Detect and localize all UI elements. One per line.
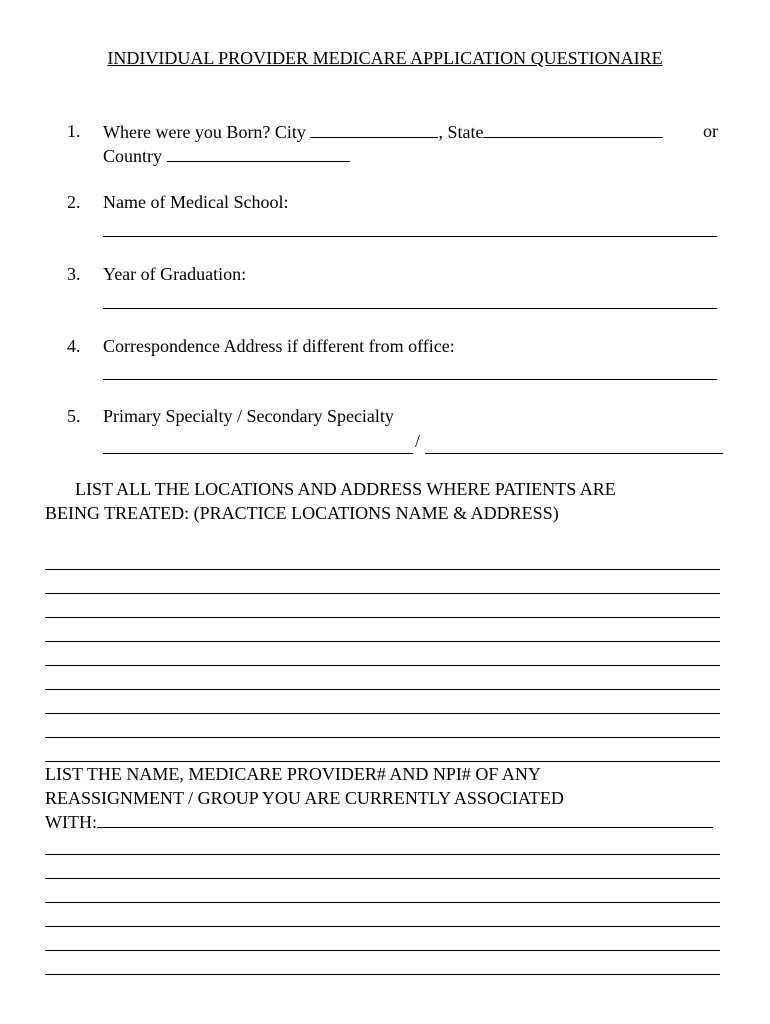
locations-heading: LIST ALL THE LOCATIONS AND ADDRESS WHERE PATIENTS ARE BEING TREATED: (PRACTICE LOCATIONS NAME & ADDRESS) (45, 479, 616, 523)
born-city-field[interactable] (310, 120, 438, 138)
location-line[interactable] (45, 641, 720, 642)
questionnaire-page: INDIVIDUAL PROVIDER MEDICARE APPLICATION QUESTIONAIRE 1. Where were you Born? City , State or Country 2. Name of Medical School: 3. Year of Graduation: 4. Correspondence Address if different from office: 5. Primary Specialty / Secondary Specialty / LIST ALL THE LOCATIONS AND ADDRESS WHERE PATIENTS ARE BEING TREATED: (PRACTICE LOCATIONS NAME & ADDRESS) LIST THE NAME, MEDICARE PROVIDER# AND NPI# OF ANY REASSIGNMENT / GROUP YOU ARE CURRENTLY ASSOCIATED WITH: (0, 0, 770, 1024)
born-country-label: Country (103, 146, 163, 166)
document-title: INDIVIDUAL PROVIDER MEDICARE APPLICATION QUESTIONAIRE (107, 48, 663, 68)
reassignment-line[interactable] (45, 950, 720, 951)
specialty-label: Primary Specialty / Secondary Specialty (103, 406, 394, 426)
correspondence-address-field[interactable] (103, 379, 717, 380)
reassignment-line[interactable] (45, 878, 720, 879)
reassignment-heading: LIST THE NAME, MEDICARE PROVIDER# AND NPI# OF ANY REASSIGNMENT / GROUP YOU ARE CURRENTLY ASSOCIATED WITH: (45, 762, 735, 834)
reassignment-field[interactable] (97, 810, 713, 828)
correspondence-address-label: Correspondence Address if different from office: (103, 336, 455, 356)
born-state-label: , State (438, 122, 484, 142)
born-or-label: or (703, 121, 718, 141)
born-city-label: Where were you Born? City (103, 122, 306, 142)
location-line[interactable] (45, 713, 720, 714)
primary-specialty-field[interactable] (103, 436, 413, 454)
location-line[interactable] (45, 689, 720, 690)
location-line[interactable] (45, 665, 720, 666)
secondary-specialty-field[interactable] (425, 436, 723, 454)
born-state-field[interactable] (483, 120, 663, 138)
location-line[interactable] (45, 569, 720, 570)
graduation-year-label: Year of Graduation: (103, 264, 247, 284)
graduation-year-field[interactable] (103, 308, 717, 309)
specialty-row (103, 431, 723, 456)
location-line[interactable] (45, 617, 720, 618)
medical-school-label: Name of Medical School: (103, 192, 289, 212)
reassignment-line[interactable] (45, 854, 720, 855)
reassignment-line[interactable] (45, 902, 720, 903)
specialty-separator: / (415, 431, 421, 451)
location-line[interactable] (45, 593, 720, 594)
location-line[interactable] (45, 737, 720, 738)
born-country-field[interactable] (167, 144, 350, 162)
reassignment-line[interactable] (45, 974, 720, 975)
reassignment-line[interactable] (45, 926, 720, 927)
medical-school-field[interactable] (103, 236, 717, 237)
